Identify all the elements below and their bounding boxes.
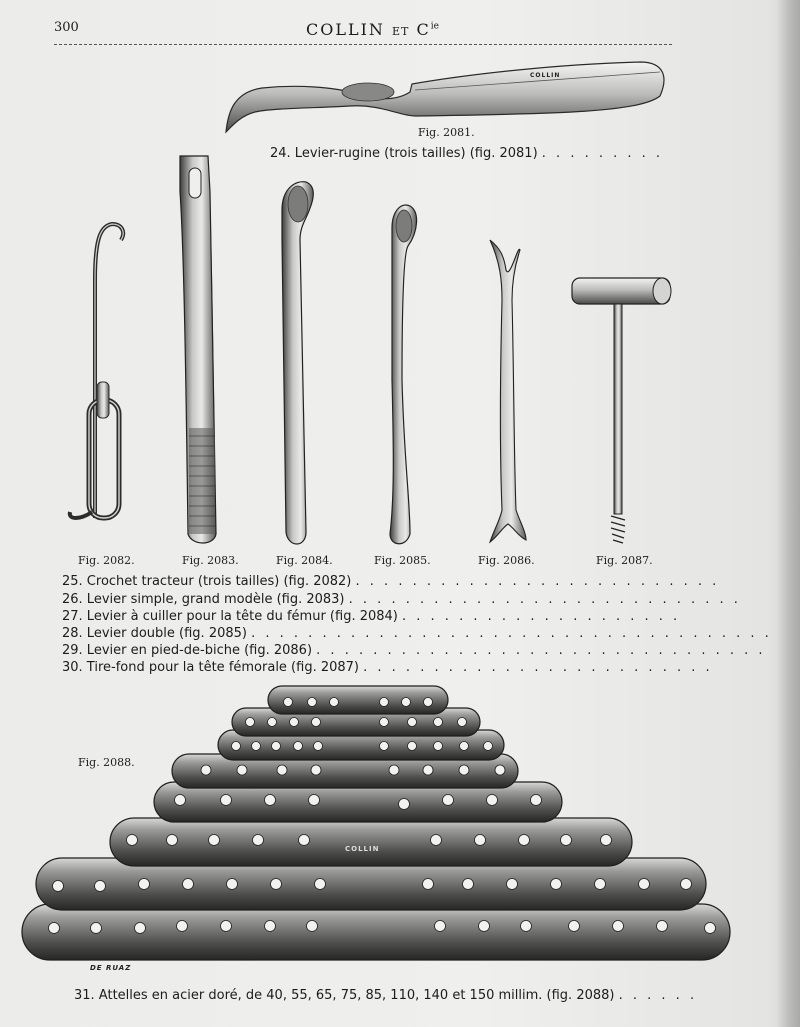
- catalog-item-29: [62, 643, 766, 658]
- caption-fig-2085: Fig. 2085.: [374, 554, 431, 567]
- caption-fig-2082: Fig. 2082.: [78, 554, 135, 567]
- attelle-40: [268, 686, 448, 714]
- item-leader: . . . . . . . . . . . . . . . . . . . . . . . . .: [363, 660, 713, 675]
- caption-fig-2081: Fig. 2081.: [418, 126, 475, 139]
- pied-de-biche-illustration: [490, 240, 526, 542]
- rugine-brand-mark: COLLIN: [530, 72, 561, 79]
- crochet-tracteur-illustration: [70, 224, 123, 518]
- catalog-item-26: [62, 592, 741, 607]
- caption-fig-2084: Fig. 2084.: [276, 554, 333, 567]
- caption-fig-2086: Fig. 2086.: [478, 554, 535, 567]
- item-label: 27. Levier à cuiller pour la tête du fémur (fig. 2084): [62, 609, 398, 624]
- item-leader: . . . . . . . . . . . . . . . . . . . . . . . . . . . . . . . . . . . . .: [251, 626, 772, 641]
- item-leader: . . . . . . . . . . . . . . . . . . . . . . . . . . . . . . . .: [316, 643, 766, 658]
- catalog-item-25: [62, 574, 719, 589]
- caption-fig-2083: Fig. 2083.: [182, 554, 239, 567]
- levier-cuiller-illustration: [282, 182, 313, 544]
- catalog-item-27: [62, 609, 680, 624]
- levier-rugine-illustration: [226, 62, 664, 132]
- item-leader: . . . . . . . . . . . . . . . . . . . . . . . . . . . .: [348, 592, 741, 607]
- item-label: 31. Attelles en acier doré, de 40, 55, 65, 75, 85, 110, 140 et 150 millim. (fig. 2088): [74, 988, 615, 1003]
- attelles-illustration: [22, 686, 730, 960]
- item-label: 24. Levier-rugine (trois tailles) (fig. 2081): [270, 146, 538, 161]
- levier-double-illustration: [390, 205, 417, 544]
- item-leader: . . . . . . . . .: [541, 146, 664, 161]
- header-et: ET: [392, 25, 410, 38]
- header-ie: ie: [430, 21, 439, 32]
- catalog-item-24: [270, 146, 663, 161]
- item-leader: . . . . . .: [618, 988, 698, 1003]
- catalog-item-28: [62, 626, 772, 641]
- engraver-signature: DE RUAZ: [90, 964, 132, 972]
- attelle-brand-mark: COLLIN: [345, 845, 380, 853]
- header-collin: COLLIN: [306, 20, 385, 39]
- item-label: 30. Tire-fond pour la tête fémorale (fig. 2087): [62, 660, 359, 675]
- levier-simple-illustration: [180, 156, 216, 543]
- caption-fig-2088: Fig. 2088.: [78, 756, 135, 769]
- header-c: C: [416, 20, 431, 39]
- item-label: 26. Levier simple, grand modèle (fig. 2083): [62, 592, 345, 607]
- caption-fig-2087: Fig. 2087.: [596, 554, 653, 567]
- catalog-item-31: [74, 988, 697, 1003]
- attelle-150: [22, 904, 730, 960]
- tire-fond-illustration: [572, 278, 671, 543]
- attelle-110: [110, 818, 632, 866]
- page-number: 300: [54, 20, 79, 35]
- item-label: 29. Levier en pied-de-biche (fig. 2086): [62, 643, 313, 658]
- item-leader: . . . . . . . . . . . . . . . . . . . . . . . . . .: [355, 574, 720, 589]
- item-label: 25. Crochet tracteur (trois tailles) (fig. 2082): [62, 574, 352, 589]
- item-leader: . . . . . . . . . . . . . . . . . . . .: [402, 609, 681, 624]
- catalog-item-30: [62, 660, 713, 675]
- item-label: 28. Levier double (fig. 2085): [62, 626, 247, 641]
